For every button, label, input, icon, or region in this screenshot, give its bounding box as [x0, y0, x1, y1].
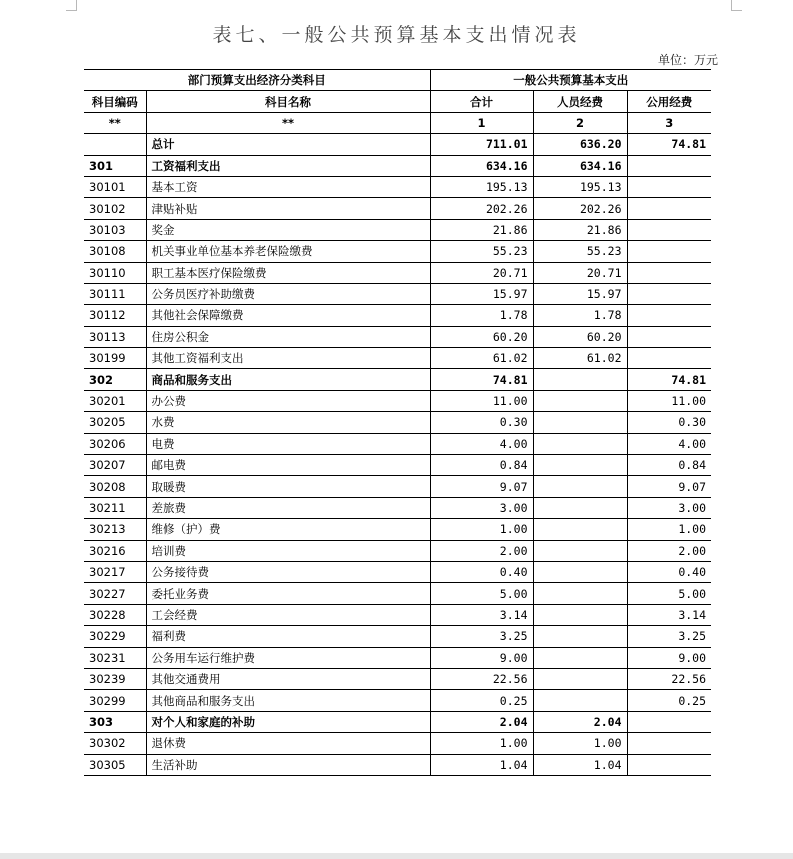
row-public: 9.00 [627, 647, 711, 668]
index-total: 1 [430, 112, 533, 133]
row-code: 30299 [84, 690, 146, 711]
row-total: 74.81 [430, 369, 533, 390]
row-total: 0.30 [430, 412, 533, 433]
table-row [84, 519, 711, 540]
table-row [84, 455, 711, 476]
budget-table [84, 69, 711, 776]
row-personnel: 15.97 [533, 283, 627, 304]
row-code: 30108 [84, 241, 146, 262]
row-name: 其他商品和服务支出 [146, 690, 430, 711]
row-public: 0.30 [627, 412, 711, 433]
table-row [84, 305, 711, 326]
row-public: 9.07 [627, 476, 711, 497]
row-public [627, 733, 711, 754]
row-public: 22.56 [627, 668, 711, 689]
row-total: 0.40 [430, 561, 533, 582]
row-code: 30102 [84, 198, 146, 219]
row-total: 9.07 [430, 476, 533, 497]
index-public: 3 [627, 112, 711, 133]
row-code: 30231 [84, 647, 146, 668]
row-personnel [533, 690, 627, 711]
table-row [84, 690, 711, 711]
table-row [84, 412, 711, 433]
row-total: 0.84 [430, 455, 533, 476]
row-name: 津贴补贴 [146, 198, 430, 219]
table-row [84, 540, 711, 561]
row-name: 职工基本医疗保险缴费 [146, 262, 430, 283]
row-total: 5.00 [430, 583, 533, 604]
row-public [627, 283, 711, 304]
row-name: 工会经费 [146, 604, 430, 625]
row-total: 711.01 [430, 134, 533, 155]
row-total: 2.04 [430, 711, 533, 732]
row-public [627, 711, 711, 732]
row-personnel: 60.20 [533, 326, 627, 347]
table-row [84, 219, 711, 240]
row-name: 住房公积金 [146, 326, 430, 347]
table-row [84, 155, 711, 176]
row-code: 30216 [84, 540, 146, 561]
row-total: 634.16 [430, 155, 533, 176]
index-name: ** [146, 112, 430, 133]
table-row [84, 711, 711, 732]
row-code: 30213 [84, 519, 146, 540]
row-name: 电费 [146, 433, 430, 454]
table-row [84, 262, 711, 283]
header-name: 科目名称 [146, 91, 430, 112]
row-personnel [533, 369, 627, 390]
row-code: 30228 [84, 604, 146, 625]
row-code: 30103 [84, 219, 146, 240]
row-personnel: 634.16 [533, 155, 627, 176]
row-name: 公务员医疗补助缴费 [146, 283, 430, 304]
table-row [84, 668, 711, 689]
header-column-row [84, 91, 711, 112]
row-public [627, 219, 711, 240]
row-public [627, 326, 711, 347]
page-title: 表七、一般公共预算基本支出情况表 [212, 24, 581, 46]
row-public: 74.81 [627, 134, 711, 155]
row-public [627, 305, 711, 326]
row-name: 退休费 [146, 733, 430, 754]
row-personnel: 636.20 [533, 134, 627, 155]
row-personnel: 55.23 [533, 241, 627, 262]
row-code: 30112 [84, 305, 146, 326]
row-total: 15.97 [430, 283, 533, 304]
row-public: 2.00 [627, 540, 711, 561]
row-name: 办公费 [146, 390, 430, 411]
row-total: 195.13 [430, 176, 533, 197]
row-total: 61.02 [430, 348, 533, 369]
page-corner-mark-left [66, 0, 77, 11]
index-code: ** [84, 112, 146, 133]
row-total: 11.00 [430, 390, 533, 411]
row-personnel [533, 561, 627, 582]
table-row [84, 283, 711, 304]
table-row [84, 369, 711, 390]
row-public: 3.25 [627, 626, 711, 647]
header-total: 合计 [430, 91, 533, 112]
row-name: 委托业务费 [146, 583, 430, 604]
table-row [84, 241, 711, 262]
row-code: 30208 [84, 476, 146, 497]
table-row [84, 583, 711, 604]
row-personnel [533, 626, 627, 647]
row-name: 其他工资福利支出 [146, 348, 430, 369]
table-row [84, 497, 711, 518]
row-name: 水费 [146, 412, 430, 433]
row-name: 奖金 [146, 219, 430, 240]
row-public [627, 262, 711, 283]
table-row [84, 326, 711, 347]
row-public: 5.00 [627, 583, 711, 604]
row-code: 30113 [84, 326, 146, 347]
row-name: 其他社会保障缴费 [146, 305, 430, 326]
row-total: 2.00 [430, 540, 533, 561]
page-corner-mark-right [731, 0, 742, 11]
row-personnel: 21.86 [533, 219, 627, 240]
row-name: 差旅费 [146, 497, 430, 518]
row-code: 30101 [84, 176, 146, 197]
row-total: 202.26 [430, 198, 533, 219]
row-name: 商品和服务支出 [146, 369, 430, 390]
row-personnel: 20.71 [533, 262, 627, 283]
row-personnel [533, 390, 627, 411]
row-code: 301 [84, 155, 146, 176]
row-code: 30239 [84, 668, 146, 689]
table-row [84, 433, 711, 454]
table-row [84, 626, 711, 647]
row-personnel [533, 497, 627, 518]
header-group-row [84, 70, 711, 91]
table-row [84, 561, 711, 582]
row-total: 0.25 [430, 690, 533, 711]
table-row [84, 476, 711, 497]
row-code: 303 [84, 711, 146, 732]
table-row [84, 733, 711, 754]
row-total: 1.00 [430, 733, 533, 754]
row-code [84, 134, 146, 155]
row-code: 30201 [84, 390, 146, 411]
horizontal-scrollbar[interactable] [0, 853, 793, 859]
row-code: 30206 [84, 433, 146, 454]
table-row [84, 604, 711, 625]
row-public: 0.84 [627, 455, 711, 476]
row-personnel [533, 668, 627, 689]
row-name: 福利费 [146, 626, 430, 647]
row-total: 21.86 [430, 219, 533, 240]
row-code: 30211 [84, 497, 146, 518]
table-row [84, 198, 711, 219]
row-personnel: 202.26 [533, 198, 627, 219]
header-group-left: 部门预算支出经济分类科目 [84, 70, 430, 91]
header-group-right: 一般公共预算基本支出 [430, 70, 711, 91]
row-name: 生活补助 [146, 754, 430, 775]
row-total: 3.00 [430, 497, 533, 518]
row-public [627, 241, 711, 262]
row-code: 30229 [84, 626, 146, 647]
row-public [627, 754, 711, 775]
row-personnel [533, 433, 627, 454]
row-personnel [533, 455, 627, 476]
row-name: 培训费 [146, 540, 430, 561]
row-personnel [533, 583, 627, 604]
row-total: 1.78 [430, 305, 533, 326]
row-public: 1.00 [627, 519, 711, 540]
row-code: 30227 [84, 583, 146, 604]
row-name: 取暖费 [146, 476, 430, 497]
row-total: 22.56 [430, 668, 533, 689]
row-public [627, 155, 711, 176]
row-public: 4.00 [627, 433, 711, 454]
table-row [84, 754, 711, 775]
row-code: 30199 [84, 348, 146, 369]
row-code: 30207 [84, 455, 146, 476]
row-total: 3.25 [430, 626, 533, 647]
row-code: 30205 [84, 412, 146, 433]
row-personnel [533, 519, 627, 540]
row-personnel: 1.04 [533, 754, 627, 775]
unit-label: 单位：万元 [657, 53, 718, 67]
row-public: 3.14 [627, 604, 711, 625]
row-personnel: 1.78 [533, 305, 627, 326]
row-personnel [533, 476, 627, 497]
row-code: 302 [84, 369, 146, 390]
row-personnel [533, 412, 627, 433]
table-row [84, 134, 711, 155]
row-public: 11.00 [627, 390, 711, 411]
row-name: 其他交通费用 [146, 668, 430, 689]
row-name: 邮电费 [146, 455, 430, 476]
header-index-row [84, 112, 711, 133]
row-name: 总计 [146, 134, 430, 155]
row-public: 0.40 [627, 561, 711, 582]
row-total: 1.00 [430, 519, 533, 540]
row-total: 4.00 [430, 433, 533, 454]
header-personnel: 人员经费 [533, 91, 627, 112]
row-public: 0.25 [627, 690, 711, 711]
row-code: 30110 [84, 262, 146, 283]
row-public: 3.00 [627, 497, 711, 518]
row-total: 9.00 [430, 647, 533, 668]
row-personnel: 1.00 [533, 733, 627, 754]
row-code: 30305 [84, 754, 146, 775]
row-personnel [533, 604, 627, 625]
row-code: 30217 [84, 561, 146, 582]
row-personnel [533, 540, 627, 561]
table-row [84, 647, 711, 668]
row-personnel: 2.04 [533, 711, 627, 732]
row-public [627, 176, 711, 197]
header-code: 科目编码 [84, 91, 146, 112]
row-public: 74.81 [627, 369, 711, 390]
row-name: 公务用车运行维护费 [146, 647, 430, 668]
table-row [84, 390, 711, 411]
row-name: 对个人和家庭的补助 [146, 711, 430, 732]
row-total: 20.71 [430, 262, 533, 283]
row-public [627, 198, 711, 219]
header-public: 公用经费 [627, 91, 711, 112]
table-row [84, 176, 711, 197]
row-personnel [533, 647, 627, 668]
row-name: 基本工资 [146, 176, 430, 197]
row-public [627, 348, 711, 369]
row-personnel: 195.13 [533, 176, 627, 197]
row-personnel: 61.02 [533, 348, 627, 369]
row-total: 55.23 [430, 241, 533, 262]
row-name: 机关事业单位基本养老保险缴费 [146, 241, 430, 262]
index-personnel: 2 [533, 112, 627, 133]
row-name: 维修（护）费 [146, 519, 430, 540]
row-name: 公务接待费 [146, 561, 430, 582]
table-row [84, 348, 711, 369]
row-total: 3.14 [430, 604, 533, 625]
row-code: 30111 [84, 283, 146, 304]
row-total: 1.04 [430, 754, 533, 775]
row-code: 30302 [84, 733, 146, 754]
row-total: 60.20 [430, 326, 533, 347]
row-name: 工资福利支出 [146, 155, 430, 176]
